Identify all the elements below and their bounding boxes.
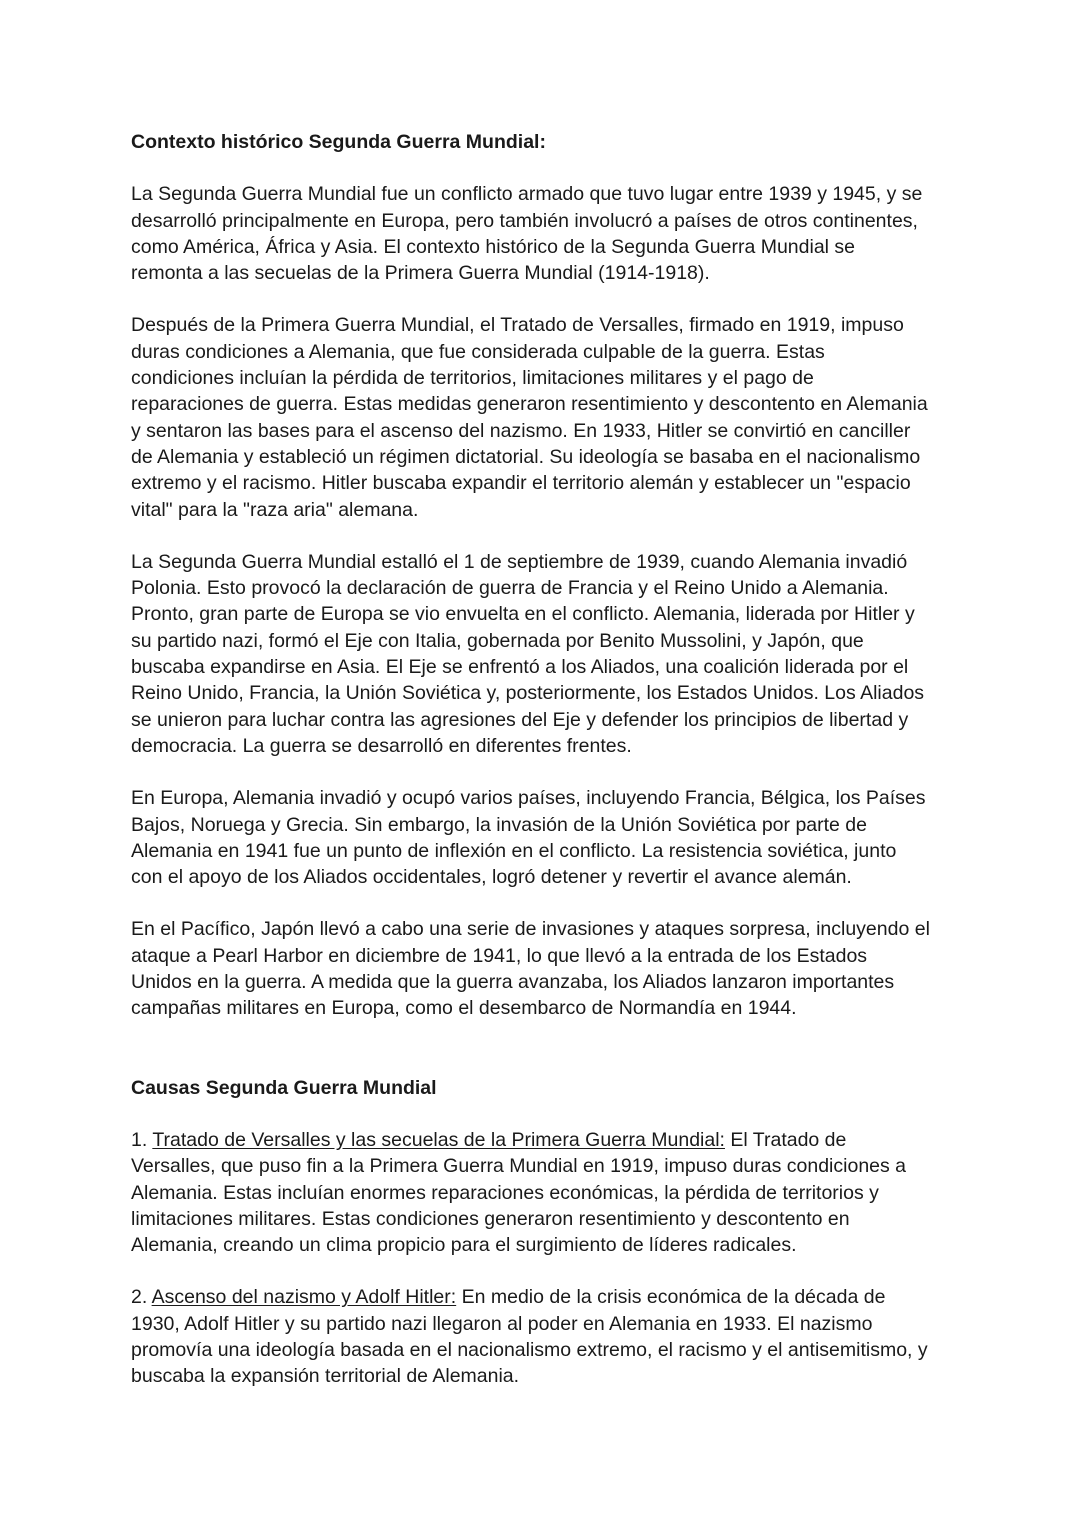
cause-number: 1.	[131, 1128, 153, 1151]
paragraph-outbreak	[131, 549, 961, 759]
cause-title: Tratado de Versalles y las secuelas de la Primera Guerra Mundial:	[152, 1128, 725, 1151]
text-line	[131, 1284, 961, 1310]
section-heading-causes: Causas Segunda Guerra Mundial	[131, 1076, 437, 1099]
paragraph-europe	[131, 785, 961, 890]
text-line: con el apoyo de los Aliados occidentales, logró detener y revertir el avance alemán.	[131, 866, 852, 889]
text-line: como América, África y Asia. El contexto histórico de la Segunda Guerra Mundial se	[131, 235, 856, 258]
text-line: reparaciones de guerra. Estas medidas generaron resentimiento y descontento en Alemania	[131, 393, 928, 416]
cause-item-2	[131, 1284, 961, 1389]
text-line: desarrolló principalmente en Europa, pero también involucró a países de otros continentes,	[131, 209, 918, 232]
text-line: Polonia. Esto provocó la declaración de guerra de Francia y el Reino Unido a Alemania.	[131, 577, 889, 600]
cause-title: Ascenso del nazismo y Adolf Hitler:	[151, 1286, 457, 1309]
text-line: duras condiciones a Alemania, que fue considerada culpable de la guerra. Estas	[131, 340, 825, 363]
text-line: En Europa, Alemania invadió y ocupó varios países, incluyendo Francia, Bélgica, los Países	[131, 787, 926, 810]
text-line: ataque a Pearl Harbor en diciembre de 1941, lo que llevó a la entrada de los Estados	[131, 944, 868, 967]
text-line	[131, 1127, 961, 1153]
text-line: Pronto, gran parte de Europa se vio envuelta en el conflicto. Alemania, liderada por Hitler y	[131, 603, 915, 626]
text-line: campañas militares en Europa, como el desembarco de Normandía en 1944.	[131, 997, 797, 1020]
paragraph-pacific	[131, 916, 961, 1021]
text-line: de Alemania y estableció un régimen dictatorial. Su ideología se basaba en el nacionalismo	[131, 445, 921, 468]
text-line: buscaba expandirse en Asia. El Eje se enfrentó a los Aliados, una coalición liderada por el	[131, 656, 909, 679]
text-line: extremo y el racismo. Hitler buscaba expandir el territorio alemán y establecer un "espacio	[131, 472, 911, 495]
text-line: Versalles, que puso fin a la Primera Guerra Mundial en 1919, impuso duras condiciones a	[131, 1155, 907, 1178]
text-line: La Segunda Guerra Mundial fue un conflicto armado que tuvo lugar entre 1939 y 1945, y se	[131, 183, 923, 206]
text-line: Alemania en 1941 fue un punto de inflexión en el conflicto. La resistencia soviética, junto	[131, 839, 897, 862]
text-line: Reino Unido, Francia, la Unión Soviética y, posteriormente, los Estados Unidos. Los Aliados	[131, 682, 925, 705]
text-line: Después de la Primera Guerra Mundial, el Tratado de Versalles, firmado en 1919, impuso	[131, 314, 904, 337]
text-line: Alemania. Estas incluían enormes reparaciones económicas, la pérdida de territorios y	[131, 1181, 879, 1204]
text-line: promovía una ideología basada en el nacionalismo extremo, el racismo y el antisemitismo, y	[131, 1338, 928, 1361]
text-line: buscaba la expansión territorial de Alemania.	[131, 1365, 520, 1388]
section-heading-context: Contexto histórico Segunda Guerra Mundial:	[131, 131, 546, 153]
text-line: Bajos, Noruega y Grecia. Sin embargo, la invasión de la Unión Soviética por parte de	[131, 813, 867, 836]
text-line: condiciones incluían la pérdida de territorios, limitaciones militares y el pago de	[131, 367, 814, 390]
text-line: y sentaron las bases para el ascenso del nazismo. En 1933, Hitler se convirtió en canciller	[131, 419, 911, 442]
paragraph-intro	[131, 181, 961, 286]
text-line: vital" para la "raza aria" alemana.	[131, 498, 419, 521]
text-line: remonta a las secuelas de la Primera Guerra Mundial (1914-1918).	[131, 262, 710, 285]
cause-text: El Tratado de	[724, 1128, 847, 1151]
text-line: se unieron para luchar contra las agresiones del Eje y defender los principios de libertad y	[131, 708, 909, 731]
cause-number: 2.	[131, 1286, 152, 1309]
text-line: limitaciones militares. Estas condiciones generaron resentimiento y descontento en	[131, 1207, 850, 1230]
text-line: Alemania, creando un clima propicio para el surgimiento de líderes radicales.	[131, 1234, 797, 1257]
cause-item-1	[131, 1127, 961, 1258]
text-line: La Segunda Guerra Mundial estalló el 1 de septiembre de 1939, cuando Alemania invadió	[131, 550, 908, 573]
paragraph-versailles	[131, 312, 961, 522]
text-line: 1930, Adolf Hitler y su partido nazi llegaron al poder en Alemania en 1933. El nazismo	[131, 1312, 873, 1335]
cause-text: En medio de la crisis económica de la década de	[456, 1286, 886, 1309]
text-line: su partido nazi, formó el Eje con Italia, gobernada por Benito Mussolini, y Japón, que	[131, 629, 864, 652]
text-line: Unidos en la guerra. A medida que la guerra avanzaba, los Aliados lanzaron importantes	[131, 971, 895, 994]
document-page	[131, 129, 961, 1390]
text-line: democracia. La guerra se desarrolló en diferentes frentes.	[131, 734, 632, 757]
text-line: En el Pacífico, Japón llevó a cabo una serie de invasiones y ataques sorpresa, incluyendo el	[131, 918, 930, 941]
